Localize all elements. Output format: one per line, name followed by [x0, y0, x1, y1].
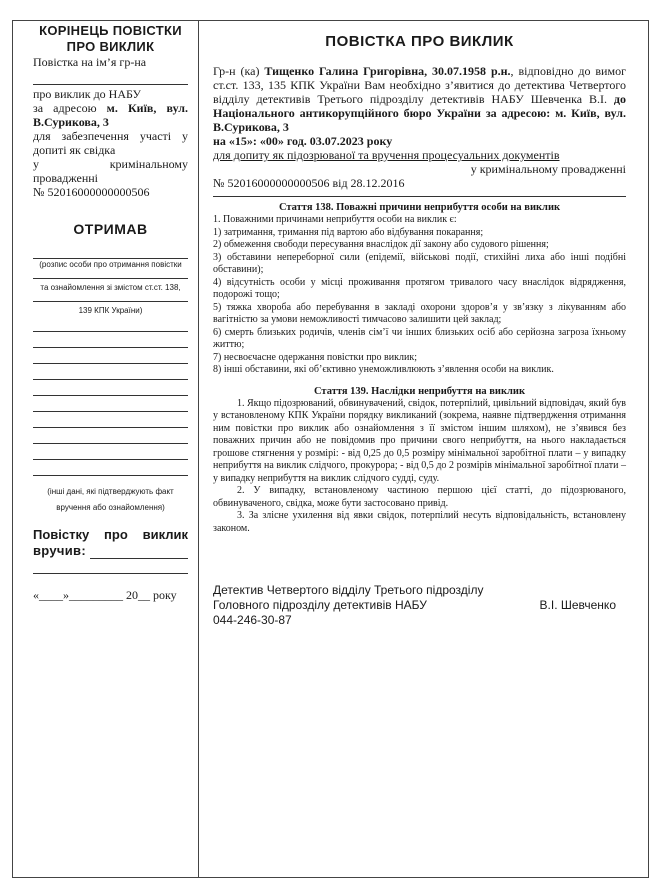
article-138-item: 7) несвоєчасне одержання повістки про виклик;: [213, 351, 417, 363]
summons-purpose: для допиту як підозрюваної та вручення процесуальних документів: [213, 148, 560, 162]
article-139-part-2: 2. У випадку, встановленому частиною першою цієї статті, до підозрюваного, обвинуваченого, свідка, може бути застосовано привід.: [213, 485, 626, 509]
summons-person: Тищенко Галина Григорівна, 30.07.1958 р.н.: [264, 64, 511, 78]
article-139-title: Стаття 139. Наслідки неприбуття на виклик: [313, 385, 526, 397]
stub-address: [33, 101, 188, 129]
article-139-text: [213, 398, 626, 536]
summons-bureau: до Національного антикорупційного бюро України за адресою: м. Київ, вул. В.Сурикова, 3: [213, 92, 626, 134]
article-138-item: 3) обставини непереборної сили (епідемії, військові події, стихійні лиха або інші подібні обставини);: [213, 251, 626, 275]
signature-phone: 044-246-30-87: [213, 613, 292, 627]
article-139-part-3: 3. За злісне ухилення від явки свідок, потерпілий несуть відповідальність, встановлену законом.: [213, 510, 626, 534]
stub-address-prefix: за адресою: [33, 101, 107, 115]
summons-proceeding-number: № 52016000000000506 від 28.12.2016: [213, 176, 405, 190]
evidence-caption-1: (інші дані, які підтверджують факт: [47, 487, 174, 496]
summons-proceeding: у кримінальному провадженні: [470, 162, 626, 176]
signature-caption-2: та ознайомлення зі змістом ст.ст. 138,: [40, 283, 181, 292]
signature-caption-1: (розпис особи про отримання повістки: [39, 260, 182, 269]
stub-title: [33, 23, 188, 55]
summons-column: [199, 21, 648, 877]
summons-intro-prefix: Гр-н (ка): [213, 64, 265, 78]
stub-participation: для забезпечення участі у допиті як свідка: [33, 129, 188, 157]
handed-word-1: Повістку: [33, 527, 90, 542]
signature-name: В.І. Шевченко: [539, 598, 616, 612]
article-138-title: Стаття 138. Поважні причини неприбуття особи на виклик: [278, 202, 561, 213]
signature-line: [33, 243, 188, 259]
signature-line: [33, 364, 188, 380]
article-138-item: 1) затримання, тримання під вартою або відбування покарання;: [213, 226, 484, 238]
stub-addressee-line: [33, 69, 188, 85]
signature-line: [33, 412, 188, 428]
detective-signature: [213, 583, 626, 628]
summons-time-value: на «15»: «00» год. 03.07.2023 року: [213, 134, 393, 148]
signature-line: [33, 293, 188, 302]
article-138-item: 2) обмеження свободи пересування внаслідок дії закону або судового рішення;: [213, 239, 549, 250]
signature-line: [33, 270, 188, 279]
handed-word-2: про: [104, 527, 128, 542]
handed-by-label: вручив:: [33, 543, 86, 558]
article-138-item: 4) відсутність особи у місці проживання протягом тривалого часу внаслідок відрядження, подорожі тощо;: [213, 276, 626, 300]
stub-title-line1: КОРІНЕЦЬ ПОВІСТКИ: [39, 23, 182, 38]
article-139-part-1: 1. Якщо підозрюваний, обвинувачений, свідок, потерпілий, цивільний відповідач, який був у встановленому КПК України порядку викликаний (зокрема, наявне підтвердження отримання ним повістки про виклик або ознайомлення з її змістом іншим шляхом), не з’явився без поважних причин або не повідомив про причини свого неприбуття, на нього накладається грошове стягнення у розмірі: - від 0,25 до 0,5 розміру мінімальної заробітної плати – у випадку неприбуття на виклик слідчого, прокурора; - від 0,5 до 2 розмірів мінімальної заробітної плати – у випадку неприбуття на виклик слідчого судді, суду.: [213, 397, 626, 484]
stub-proceeding-number: № 52016000000000506: [33, 185, 150, 199]
signature-caption-3: 139 КПК України): [78, 306, 143, 315]
summons-form: [12, 20, 649, 878]
signature-position-1: Детектив Четвертого відділу Третього підрозділу: [213, 583, 484, 597]
handed-by-line: [90, 544, 188, 559]
signature-line: [33, 396, 188, 412]
signature-line: [33, 428, 188, 444]
article-138-item: 8) інші обставини, які об’єктивно унеможливлюють з’явлення особи на виклик.: [213, 364, 554, 375]
stub-title-line2: ПРО ВИКЛИК: [66, 39, 155, 54]
evidence-caption-2: вручення або ознайомлення): [56, 503, 165, 512]
article-138-item: 6) смерть близьких родичів, членів сім’ї чи інших близьких осіб або серйозна загроза їхньому життю;: [213, 326, 626, 350]
summons-body: [213, 64, 626, 134]
handed-over-label: [33, 527, 188, 543]
signature-line: [33, 380, 188, 396]
article-138-intro: 1. Поважними причинами неприбуття особи на виклик є:: [213, 214, 457, 225]
handed-word-3: виклик: [142, 527, 188, 542]
stub-address-value: м. Київ, вул. В.Сурикова, 3: [33, 101, 188, 129]
summons-time: [213, 134, 626, 148]
signature-row: [213, 598, 626, 613]
handed-by-row: [33, 543, 188, 559]
stub-proceeding: у кримінальному провадженні: [33, 157, 188, 185]
signature-line: [33, 444, 188, 460]
signature-line: [33, 316, 188, 332]
signature-position-2: Головного підрозділу детективів НАБУ: [213, 598, 427, 612]
summons-intro-post: , відповідно до вимог ст.ст. 133, 135 КПК України Вам необхідно з’явитися до детектива Четвертого відділу детективів Третього підрозділу детективів НАБУ Шевченка В.І.: [213, 64, 626, 106]
signature-line: [33, 460, 188, 476]
summons-title: ПОВІСТКА ПРО ВИКЛИК: [325, 33, 514, 50]
section-divider: [213, 196, 626, 197]
received-heading: ОТРИМАВ: [73, 221, 148, 237]
signature-line: [33, 348, 188, 364]
stub-column: [13, 21, 198, 877]
signature-line: [33, 332, 188, 348]
stub-purpose: про виклик до НАБУ: [33, 87, 141, 101]
handed-by-line-2: [33, 559, 188, 574]
handed-date: «____»_________ 20__ року: [33, 588, 177, 602]
stub-addressee-label: Повістка на ім’я гр-на: [33, 55, 147, 69]
article-138-item: 5) тяжка хвороба або перебування в закладі охорони здоров’я у зв’язку з лікуванням або вагітністю за умови неможливості тимчасово залишити цей заклад;: [213, 301, 626, 325]
article-138-list: [213, 214, 626, 377]
